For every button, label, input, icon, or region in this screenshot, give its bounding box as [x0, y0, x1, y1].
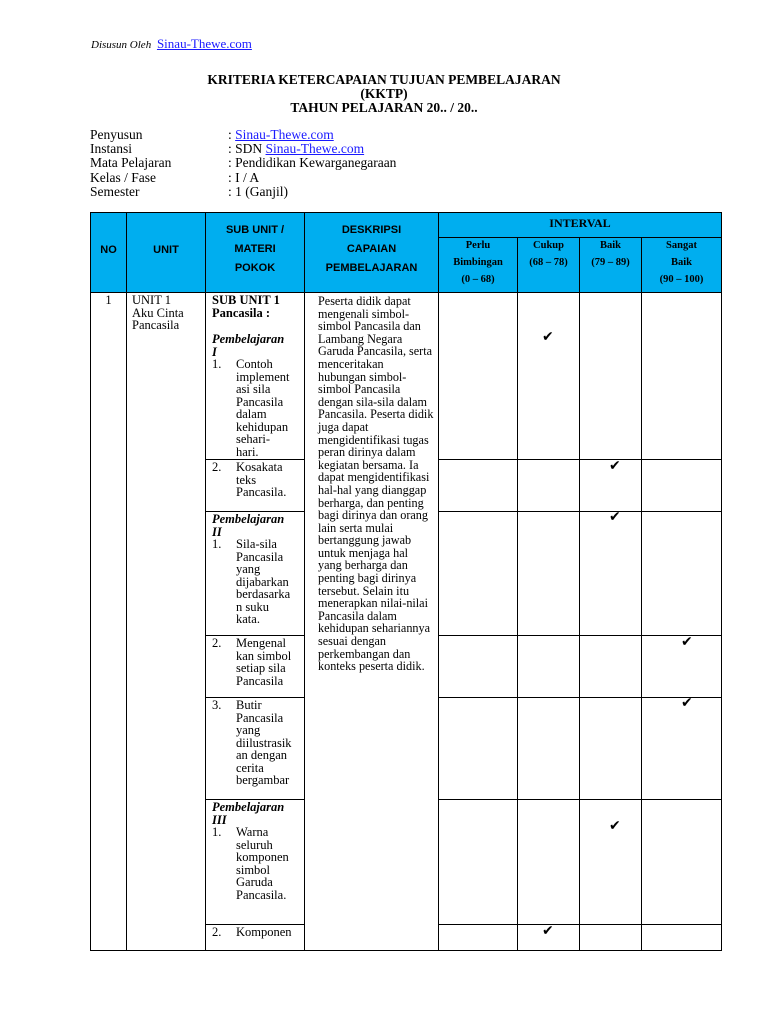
- cell-unit-line: UNIT 1: [132, 293, 172, 307]
- materi-line: an dengan: [236, 748, 288, 762]
- materi-line: dalam: [236, 407, 267, 421]
- header-bottom-line: [91, 292, 721, 293]
- col-divider: [205, 213, 206, 950]
- level-range: (68 – 78): [529, 257, 568, 268]
- pembelajaran-heading: [212, 801, 284, 826]
- meta-label: Mata Pelajaran: [90, 155, 172, 171]
- header-prefix: Disusun Oleh: [91, 39, 152, 51]
- level-name: Baik: [599, 240, 621, 251]
- header-sub-unit-line: MATERI: [234, 243, 276, 255]
- level-name: Bimbingan: [453, 257, 503, 268]
- materi-item: [212, 926, 304, 950]
- meta-link[interactable]: Sinau-Thewe.com: [235, 127, 334, 142]
- materi-number: 1.: [212, 825, 222, 839]
- pembelajaran-number: I: [212, 344, 217, 359]
- materi-line: asi sila: [236, 382, 271, 396]
- meta-value: : 1 (Ganjil): [228, 183, 288, 199]
- row-divider: [439, 799, 721, 800]
- materi-line: implement: [236, 369, 290, 384]
- meta-link[interactable]: Sinau-Thewe.com: [265, 141, 365, 157]
- doc-title-line1: KRITERIA KETERCAPAIAN TUJUAN PEMBELAJARAN: [207, 72, 561, 87]
- materi-line: Garuda: [236, 875, 273, 889]
- materi-line: Pancasila: [236, 394, 284, 409]
- cell-unit: [132, 294, 204, 332]
- materi-number: 2.: [212, 460, 222, 474]
- meta-colon: :: [228, 127, 236, 142]
- materi-line: seluruh: [236, 837, 273, 852]
- materi-text: [236, 926, 302, 939]
- materi-number: 3.: [212, 698, 222, 712]
- level-name: Baik: [670, 257, 692, 268]
- header-unit: UNIT: [153, 244, 179, 256]
- materi-line: Pancasila: [236, 549, 284, 564]
- materi-item: [212, 333, 304, 459]
- materi-line: Pancasila.: [236, 887, 287, 902]
- check-icon: ✔: [681, 695, 693, 711]
- col-divider: [126, 213, 127, 950]
- level-range: (0 – 68): [461, 274, 495, 285]
- materi-line: n suku: [236, 599, 269, 614]
- materi-text: [236, 461, 302, 499]
- meta-label: Penyusun: [90, 127, 143, 142]
- materi-text: [236, 538, 302, 626]
- row-divider: [439, 924, 721, 925]
- materi-item: [212, 461, 304, 511]
- pembelajaran-number: III: [212, 812, 227, 827]
- header-sub-unit-line: SUB UNIT /: [225, 224, 285, 236]
- doc-title-line2: (KKTP): [360, 86, 408, 101]
- header-no: NO: [100, 244, 117, 256]
- sub-unit-title-line: Pancasila :: [212, 305, 270, 320]
- materi-line: cerita: [236, 760, 264, 775]
- check-icon: ✔: [609, 458, 621, 474]
- level-range: (79 – 89): [591, 257, 630, 268]
- materi-line: Pancasila: [236, 710, 284, 725]
- materi-line: hari.: [236, 444, 259, 459]
- header-level-sangat-baik: [642, 237, 721, 288]
- materi-line: kata.: [236, 612, 260, 626]
- materi-line: Pancasila.: [236, 485, 287, 499]
- cell-deskripsi: Peserta didik dapat mengenali simbol-simbol Pancasila dan Lambang Negara Garuda Pancasila, serta menceritakan hubungan simbol-simbol Pancasila dengan sila-sila dalam Pancasila. Peserta didik juga dapat mengidentifikasi tugas peran dirinya dalam kegiatan bersama. Ia dapat mengidentifikasi hal-hal yang dianggap berharga, dan penting bagi dirinya dan orang lain serta mulai bertanggung jawab untuk menjaga hal yang berharga dan penting bagi dirinya tersebut. Selain itu menerapkan nilai-nilai Pancasila dalam kehidupan sehariannya sesuai dengan perkembangan dan konteks peserta didik.: [318, 294, 434, 674]
- materi-text: [236, 637, 302, 687]
- header-sub-unit-line: POKOK: [234, 262, 276, 274]
- materi-number: 2.: [212, 636, 222, 650]
- materi-line: simbol: [236, 862, 271, 877]
- cell-unit-line: Pancasila: [132, 318, 180, 332]
- check-icon: ✔: [542, 923, 554, 939]
- header-deskripsi-line: DESKRIPSI: [341, 224, 402, 236]
- sub-unit-title-line: SUB UNIT 1: [212, 293, 280, 307]
- materi-line: komponen: [236, 850, 289, 864]
- col-divider: [438, 213, 439, 950]
- pembelajaran-label: Pembelajaran: [212, 800, 285, 814]
- meta-row-semester: [90, 185, 396, 199]
- materi-line: Contoh: [236, 357, 273, 371]
- header-interval: INTERVAL: [549, 216, 611, 230]
- pembelajaran-label: Pembelajaran: [212, 512, 285, 526]
- pembelajaran-heading: [212, 513, 284, 538]
- header-deskripsi-line: PEMBELAJARAN: [325, 262, 418, 274]
- col-divider: [641, 237, 642, 950]
- header-link[interactable]: Sinau-Thewe.com: [156, 36, 252, 51]
- meta-label: Semester: [90, 183, 140, 199]
- check-icon: ✔: [609, 509, 621, 525]
- materi-line: bergambar: [236, 773, 290, 787]
- row-divider: [439, 697, 721, 698]
- materi-line: diilustrasik: [236, 735, 292, 750]
- header-level-baik: [580, 237, 641, 271]
- check-icon: ✔: [681, 634, 693, 650]
- header-deskripsi-line: CAPAIAN: [346, 243, 397, 255]
- interval-divider: [439, 237, 721, 238]
- materi-line: dijabarkan: [236, 574, 289, 589]
- materi-line: Kosakata: [236, 460, 283, 474]
- cell-unit-line: Aku Cinta: [132, 305, 184, 320]
- materi-text: [236, 826, 302, 901]
- header-deskripsi: [305, 221, 438, 278]
- materi-line: yang: [236, 723, 261, 737]
- col-divider: [304, 213, 305, 950]
- doc-title-line3: TAHUN PELAJARAN 20.. / 20..: [290, 100, 478, 115]
- meta-label: Instansi: [90, 141, 132, 157]
- meta-label: Kelas / Fase: [90, 169, 156, 185]
- check-icon: ✔: [542, 329, 554, 345]
- meta-value: : SDN: [228, 141, 266, 157]
- materi-line: kehidupan: [236, 419, 289, 434]
- pembelajaran-number: II: [212, 524, 222, 539]
- header-level-cukup: [518, 237, 579, 271]
- level-name: Cukup: [533, 240, 564, 251]
- materi-text: [236, 699, 302, 787]
- materi-number: 1.: [212, 357, 222, 371]
- pembelajaran-label: Pembelajaran: [212, 332, 285, 346]
- materi-line: kan simbol: [236, 648, 292, 663]
- col-divider: [579, 237, 580, 950]
- level-name: Sangat: [666, 240, 697, 251]
- materi-line: Butir: [236, 698, 262, 712]
- meta-row-mapel: [90, 156, 396, 170]
- materi-item: [212, 699, 304, 799]
- cell-sub-unit-title: [212, 294, 304, 319]
- row-divider: [439, 635, 721, 636]
- materi-number: 1.: [212, 537, 222, 551]
- materi-line: setiap sila: [236, 661, 286, 675]
- cell-no: 1: [105, 293, 112, 307]
- materi-line: Sila-sila: [236, 537, 277, 551]
- row-divider: [439, 459, 721, 460]
- level-name: Perlu: [465, 240, 491, 251]
- meta-value: : I / A: [228, 169, 260, 185]
- materi-line: Pancasila: [236, 673, 284, 688]
- materi-item: [212, 513, 304, 635]
- document-header: [91, 36, 252, 52]
- materi-line: sehari-: [236, 432, 271, 446]
- row-divider: [439, 511, 721, 512]
- materi-line: berdasarka: [236, 587, 291, 601]
- meta-row-instansi: [90, 142, 396, 156]
- materi-line: teks: [236, 472, 257, 487]
- col-divider: [517, 237, 518, 950]
- materi-line: Warna: [236, 825, 269, 839]
- materi-line: Mengenal: [236, 636, 286, 650]
- materi-line: Komponen: [236, 925, 292, 939]
- meta-row-kelas: [90, 171, 396, 185]
- materi-item: [212, 801, 304, 924]
- check-icon: ✔: [609, 818, 621, 834]
- meta-info: [90, 128, 396, 199]
- kktp-table: [90, 212, 722, 951]
- header-level-perlu: [439, 237, 517, 288]
- header-sub-unit: [206, 221, 304, 278]
- materi-line: yang: [236, 562, 261, 576]
- meta-value: : Pendidikan Kewarganegaraan: [228, 155, 397, 171]
- materi-item: [212, 637, 304, 697]
- level-range: (90 – 100): [659, 274, 704, 285]
- materi-number: 2.: [212, 925, 222, 939]
- pembelajaran-heading: [212, 333, 284, 358]
- materi-text: [236, 358, 302, 458]
- meta-row-penyusun: [90, 128, 396, 142]
